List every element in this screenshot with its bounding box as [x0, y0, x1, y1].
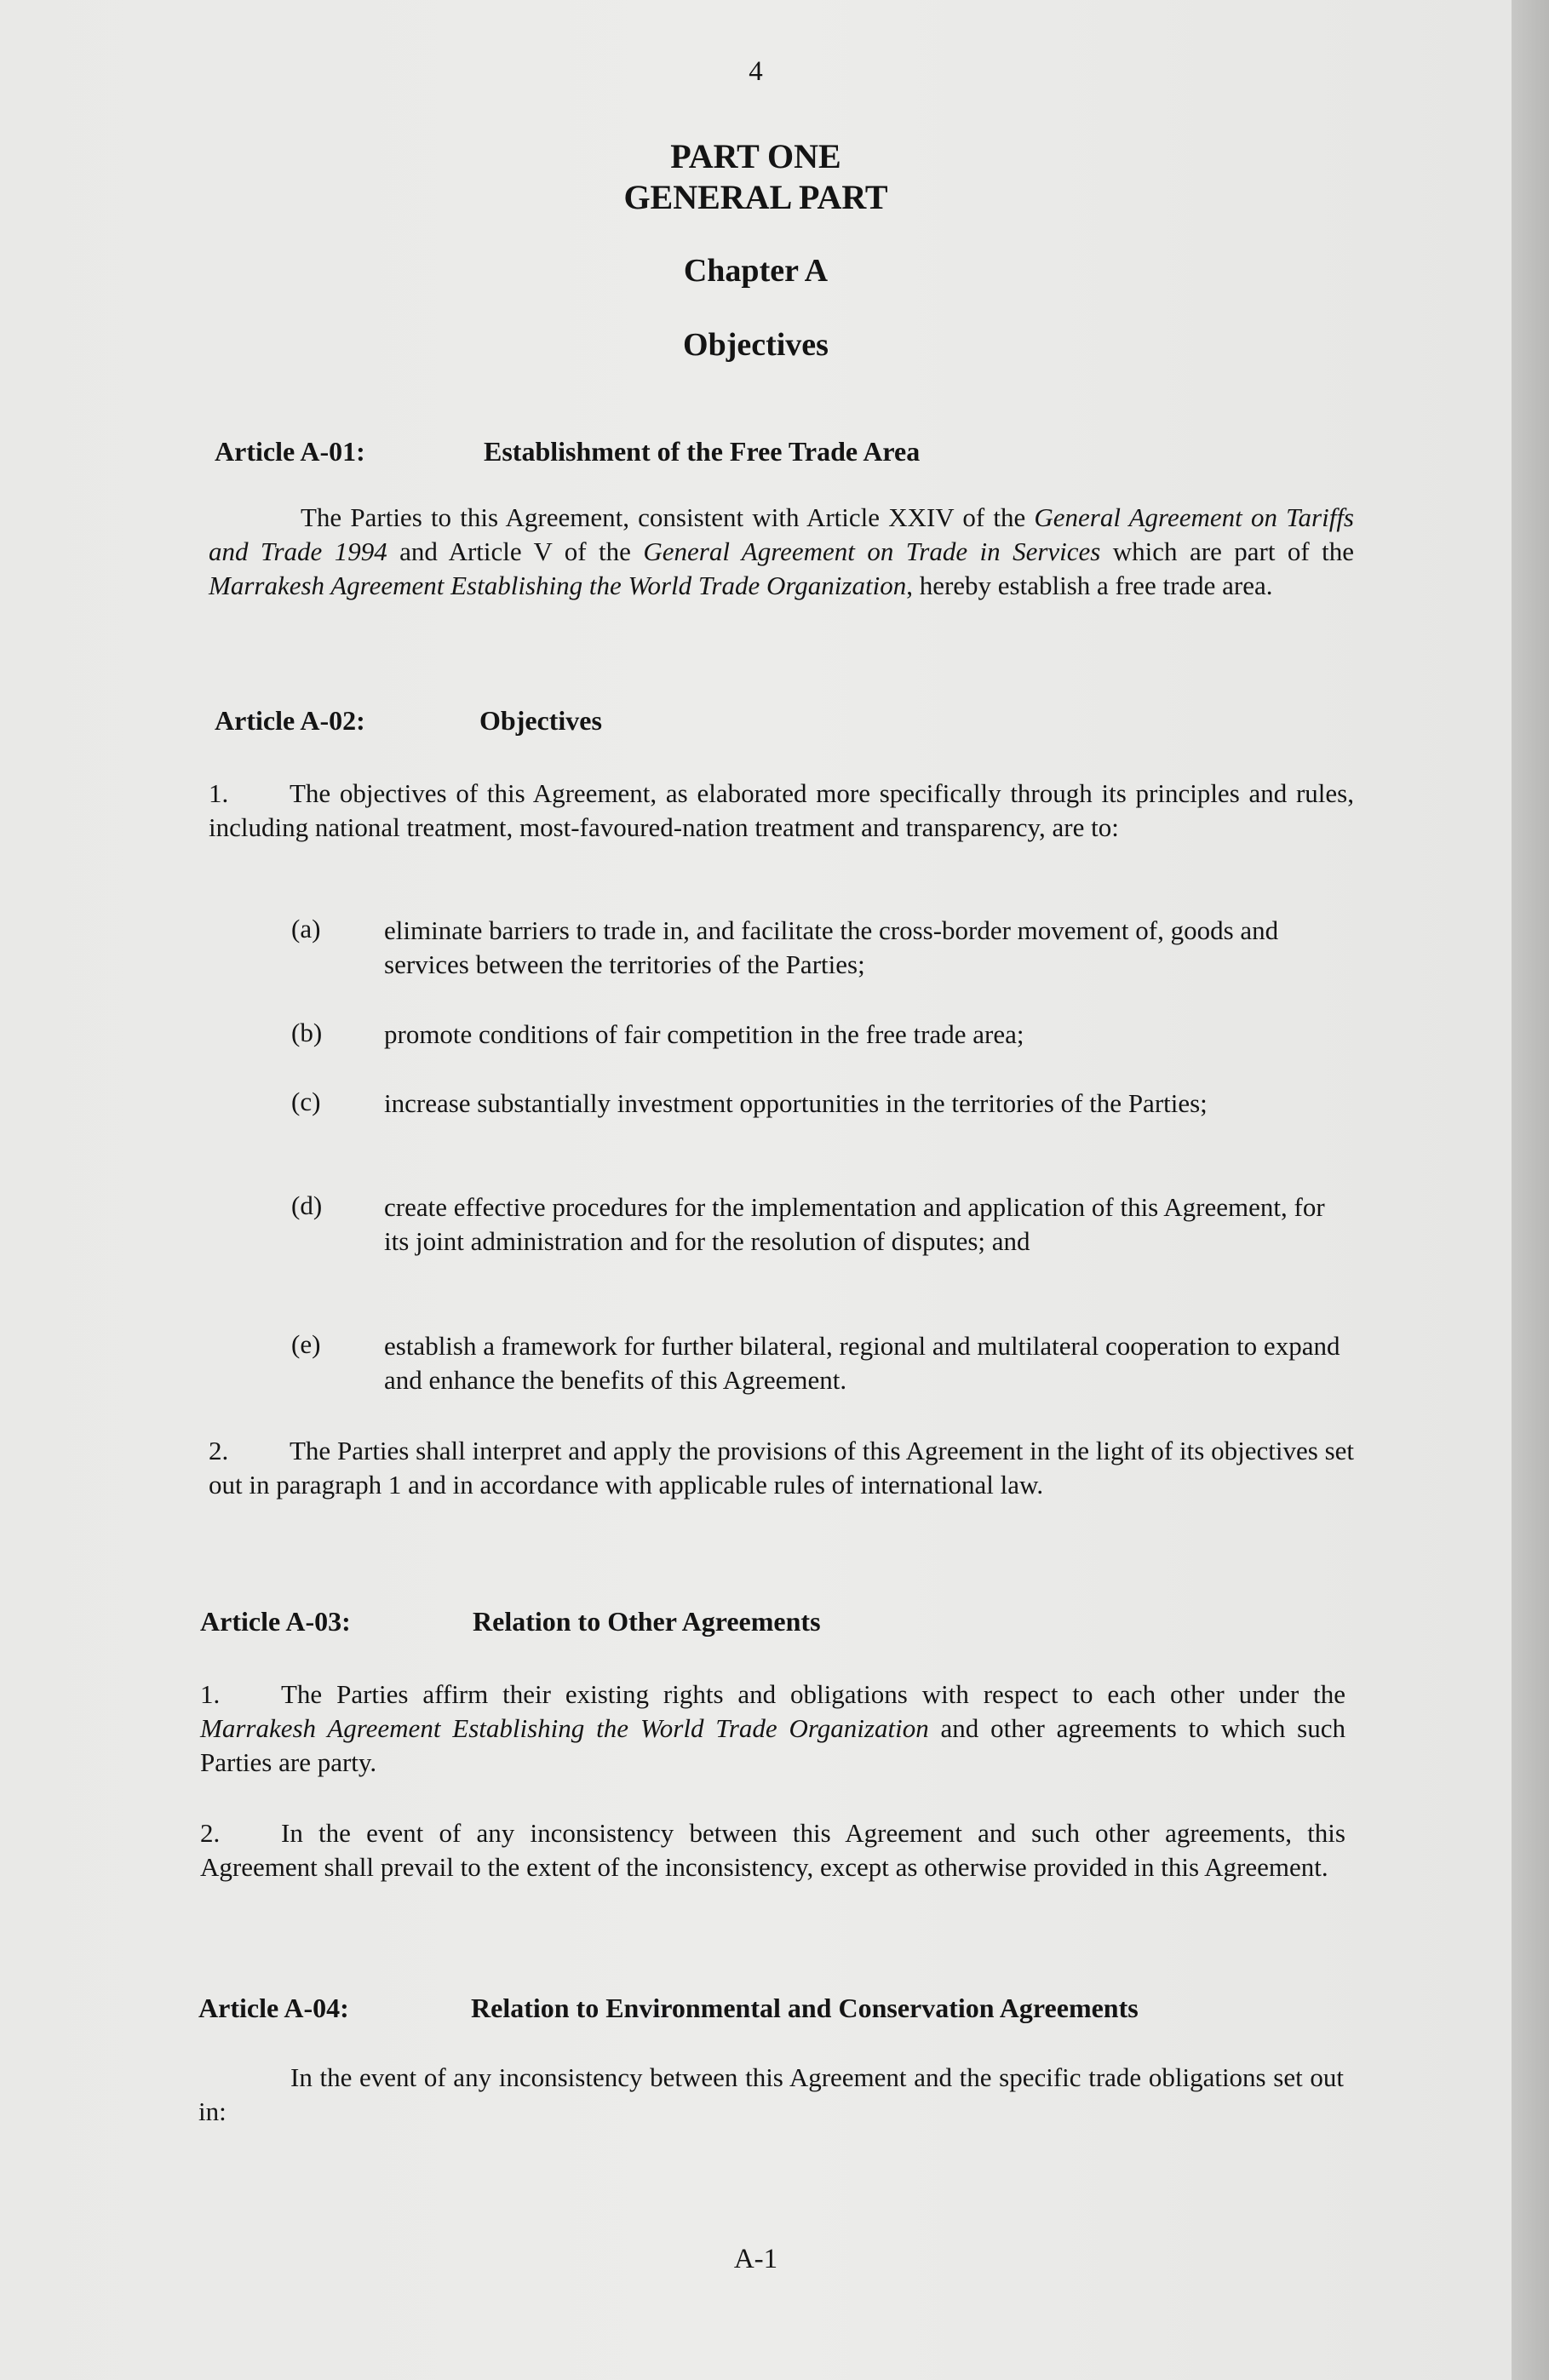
article-number: Article A-04: — [198, 1993, 349, 2023]
paragraph-text — [200, 1679, 1345, 1777]
article-number: Article A-03: — [200, 1606, 351, 1637]
list-item-label: (e) — [291, 1329, 321, 1359]
article-a03-paragraph-2 — [200, 1816, 1345, 1884]
list-item-label: (b) — [291, 1018, 323, 1047]
article-a01-text — [209, 502, 1354, 600]
list-item-text: increase substantially investment opportunities in the territories of the Parties; — [384, 1088, 1208, 1118]
paragraph-number: 2. — [200, 1818, 221, 1848]
article-a03-paragraph-1 — [200, 1677, 1345, 1780]
article-a02-paragraph-1 — [209, 777, 1354, 845]
article-a01-body — [209, 501, 1354, 603]
part-heading: PART ONE — [670, 137, 841, 175]
part-title: GENERAL PART — [623, 178, 888, 216]
paragraph-text: In the event of any inconsistency between this Agreement and the specific trade obligations set out in: — [198, 2062, 1344, 2126]
text-run: , hereby establish a free trade area. — [906, 571, 1273, 600]
list-item-label: (a) — [291, 914, 321, 943]
article-a04-body — [198, 2061, 1344, 2129]
text-run: and Article V of the — [387, 536, 644, 566]
text-run: The Parties to this Agreement, consistent with Article XXIV of the — [301, 502, 1035, 532]
article-title: Objectives — [479, 705, 602, 736]
list-item-text: create effective procedures for the implementation and application of this Agreement, for its joint administration and for the resolution of disputes; and — [384, 1192, 1325, 1256]
article-title: Relation to Environmental and Conservation Agreements — [471, 1993, 1139, 2023]
paragraph-number: 1. — [200, 1679, 221, 1709]
italic-title-run: General Agreement on Tariffs and Trade 1994 — [209, 502, 1354, 566]
paragraph-text: The Parties shall interpret and apply the provisions of this Agreement in the light of its objectives set out in paragraph 1 and in accordance with applicable rules of international law. — [209, 1436, 1354, 1500]
text-run: which are part of the — [1100, 536, 1354, 566]
paragraph-text: The objectives of this Agreement, as elaborated more specifically through its principles and rules, including national treatment, most-favoured-nation treatment and transparency, are to: — [209, 778, 1354, 842]
paragraph-number: 2. — [209, 1436, 229, 1465]
list-item-label: (d) — [291, 1190, 323, 1220]
article-title: Establishment of the Free Trade Area — [484, 436, 921, 467]
chapter-title: Objectives — [683, 327, 829, 363]
article-number: Article A-01: — [215, 436, 365, 467]
page-number: 4 — [749, 56, 763, 87]
list-item-text: establish a framework for further bilateral, regional and multilateral cooperation to expand and enhance the benefits of this Agreement. — [384, 1331, 1340, 1395]
paragraph-text: In the event of any inconsistency between this Agreement and such other agreements, this Agreement shall prevail to the extent of the inconsistency, except as otherwise provided in this Agreement. — [200, 1818, 1345, 1882]
list-item-text: eliminate barriers to trade in, and facilitate the cross-border movement of, goods and services between the territories of the Parties; — [384, 915, 1279, 979]
list-item-text: promote conditions of fair competition in the free trade area; — [384, 1019, 1024, 1049]
article-title: Relation to Other Agreements — [473, 1606, 821, 1637]
italic-title-run: Marrakesh Agreement Establishing the World Trade Organization — [200, 1713, 929, 1743]
list-item-label: (c) — [291, 1087, 321, 1116]
text-run: and other agreements to which such Parties are party. — [200, 1713, 1345, 1777]
article-number: Article A-02: — [215, 705, 365, 736]
footer-page-label: A-1 — [733, 2244, 778, 2274]
italic-title-run: Marrakesh Agreement Establishing the World Trade Organization — [209, 571, 907, 600]
article-a02-paragraph-2 — [209, 1434, 1354, 1502]
chapter-heading: Chapter A — [683, 253, 829, 289]
text-run: The Parties affirm their existing rights and obligations with respect to each other under the — [281, 1679, 1345, 1709]
italic-title-run: General Agreement on Trade in Services — [643, 536, 1101, 566]
page-edge-shadow — [1512, 0, 1549, 2380]
paragraph-number: 1. — [209, 778, 229, 808]
